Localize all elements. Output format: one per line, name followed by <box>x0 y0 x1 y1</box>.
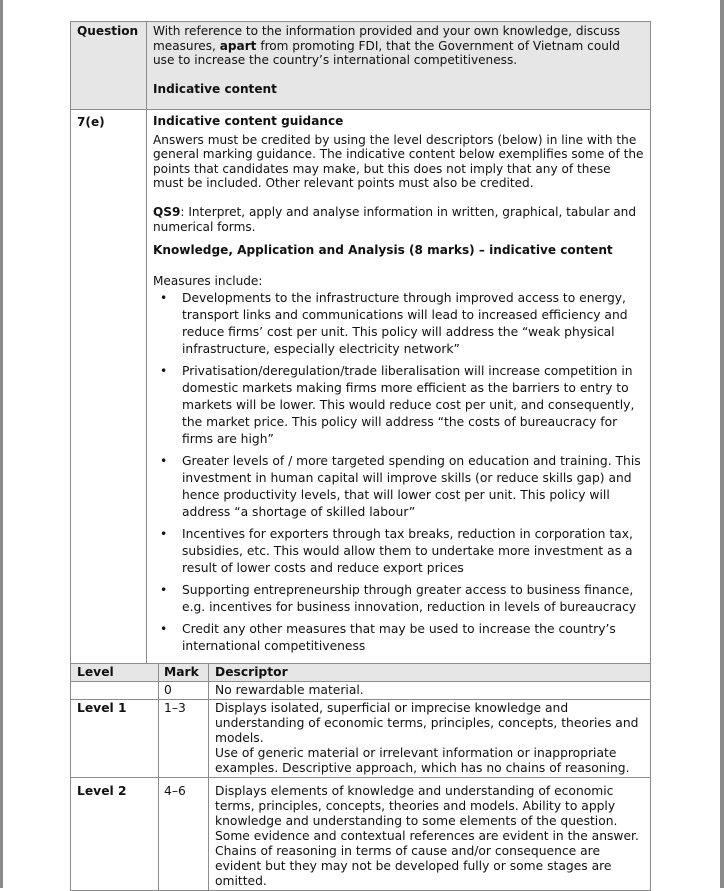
descriptor-cell: Displays isolated, superficial or imprecise knowledge and understanding of economic terms, principles, concepts, theories and models. Use of generic material or irrelevant information or inappropriate examples. Descriptive approach, which has no chains of reasoning. <box>209 700 651 778</box>
level-cell <box>71 682 159 700</box>
bullet-icon: • <box>160 622 168 637</box>
guidance-heading: Indicative content guidance <box>153 114 344 128</box>
table-row <box>71 700 651 778</box>
kaa-heading: Knowledge, Application and Analysis (8 marks) – indicative content <box>153 243 613 258</box>
list-item: • Incentives for exporters through tax breaks, reduction in corporation tax, subsidies, etc. This would allow them to undertake more investment as a result of lower costs and reduce export prices <box>160 527 633 576</box>
page-edge-right <box>720 0 724 888</box>
qs-statement: QS9: Interpret, apply and analyse information in written, graphical, tabular and numerical forms. <box>153 204 636 234</box>
level-cell: Level 1 <box>71 700 159 778</box>
levels-header-row <box>71 664 651 682</box>
descriptor-cell: Displays elements of knowledge and understanding of economic terms, principles, concepts, theories and models. Ability to apply knowledge and understanding to some elements of the question. Some evidence and contextual references are evident in the answer. Chains of reasoning in terms of cause and/or consequence are evident but they may not be developed fully or some stages are omitted. <box>209 778 651 891</box>
mark-cell: 1–3 <box>159 700 209 778</box>
list-item: • Developments to the infrastructure through improved access to energy, transport links and communications will lead to increased efficiency and reduce firms’ cost per unit. This policy will address the “weak physical infrastructure, especially electricity network” <box>160 291 628 357</box>
mark-cell: 0 <box>159 682 209 700</box>
indicative-content-heading: Indicative content <box>153 81 277 96</box>
table-row <box>71 778 651 891</box>
header-mark: Mark <box>159 664 209 682</box>
page-edge-left <box>0 0 3 888</box>
bullet-icon: • <box>160 454 168 469</box>
question-text: With reference to the information provided and your own knowledge, discuss measures, apart from promoting FDI, that the Government of Vietnam could use to increase the country’s international competitiveness. <box>153 24 621 68</box>
qs-code: QS9 <box>153 204 181 219</box>
list-item: • Privatisation/deregulation/trade liberalisation will increase competition in domestic markets making firms more efficient as the barriers to entry to markets will be lower. This would reduce cost per unit, and consequently, the market price. This policy will address “the costs of bureaucracy for firms are high” <box>160 364 635 447</box>
question-number: 7(e) <box>77 115 105 129</box>
levels-table <box>70 663 651 891</box>
measures-list <box>153 290 644 655</box>
mark-cell: 4–6 <box>159 778 209 891</box>
level-cell: Level 2 <box>71 778 159 891</box>
header-level: Level <box>71 664 159 682</box>
question-label: Question <box>77 24 139 38</box>
header-descriptor: Descriptor <box>209 664 651 682</box>
question-table <box>70 21 651 664</box>
table-row <box>71 682 651 700</box>
mark-scheme-document <box>70 21 651 891</box>
list-item: • Greater levels of / more targeted spending on education and training. This investment in human capital will improve skills (or reduce skills gap) and hence productivity levels, that will lower cost per unit. This policy will address “a shortage of skilled labour” <box>160 454 641 520</box>
question-emphasis: apart <box>219 38 257 53</box>
list-item: • Supporting entrepreneurship through greater access to business finance, e.g. incentives for business innovation, reduction in levels of bureaucracy <box>160 583 637 615</box>
answer-row <box>71 110 651 664</box>
bullet-icon: • <box>160 364 168 379</box>
bullet-icon: • <box>160 527 168 542</box>
measures-intro: Measures include: <box>153 273 263 288</box>
descriptor-cell: No rewardable material. <box>209 682 651 700</box>
question-row <box>71 22 651 110</box>
bullet-icon: • <box>160 291 168 306</box>
guidance-text: Answers must be credited by using the level descriptors (below) in line with the general marking guidance. The indicative content below exemplifies some of the points that candidates may make, but this does not imply that any of these must be included. Other relevant points must also be credited. <box>153 132 644 191</box>
bullet-icon: • <box>160 583 168 598</box>
list-item: • Credit any other measures that may be used to increase the country’s international competitiveness <box>160 622 616 654</box>
